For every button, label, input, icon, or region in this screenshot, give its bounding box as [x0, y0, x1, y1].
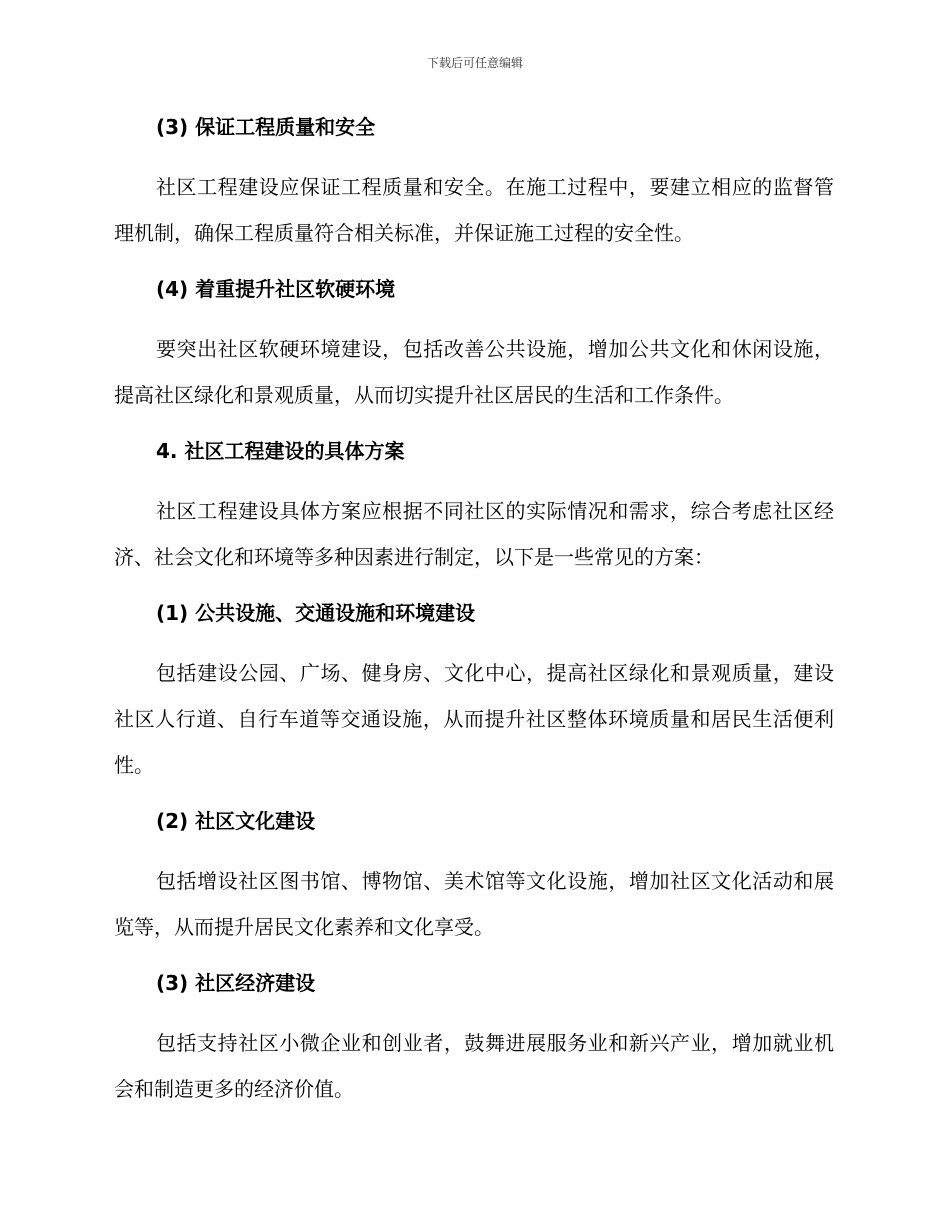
section-heading: (1) 公共设施、交通设施和环境建设	[156, 601, 476, 625]
document-body	[114, 112, 834, 1130]
section-paragraph: 包括建设公园、广场、健身房、文化中心，提高社区绿化和景观质量，建设社区人行道、自行车道等交通设施，从而提升社区整体环境质量和居民生活便利性。	[114, 661, 834, 777]
section-heading: 4. 社区工程建设的具体方案	[156, 439, 405, 463]
section-paragraph: 包括支持社区小微企业和创业者，鼓舞进展服务业和新兴产业，增加就业机会和制造更多的经济价值。	[114, 1031, 834, 1101]
section-heading: (3) 社区经济建设	[156, 971, 316, 995]
section-paragraph: 包括增设社区图书馆、博物馆、美术馆等文化设施，增加社区文化活动和展览等，从而提升居民文化素养和文化享受。	[114, 869, 834, 939]
section-heading: (4) 着重提升社区软硬环境	[156, 277, 396, 301]
section-paragraph: 社区工程建设应保证工程质量和安全。在施工过程中，要建立相应的监督管理机制，确保工程质量符合相关标准，并保证施工过程的安全性。	[114, 175, 834, 245]
section-heading: (2) 社区文化建设	[156, 809, 316, 833]
section-paragraph: 要突出社区软硬环境建设，包括改善公共设施，增加公共文化和休闲设施，提高社区绿化和景观质量，从而切实提升社区居民的生活和工作条件。	[114, 337, 834, 407]
header-note: 下载后可任意编辑	[426, 56, 523, 70]
section-heading: (3) 保证工程质量和安全	[156, 115, 376, 139]
section-paragraph: 社区工程建设具体方案应根据不同社区的实际情况和需求，综合考虑社区经济、社会文化和环境等多种因素进行制定，以下是一些常见的方案：	[114, 499, 834, 569]
